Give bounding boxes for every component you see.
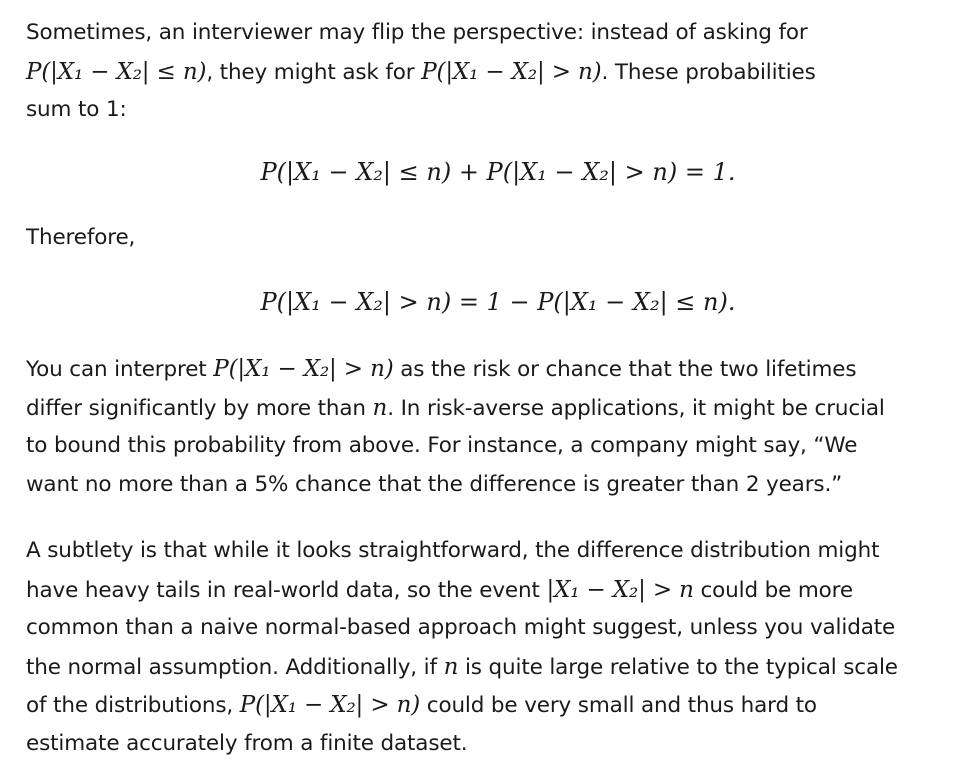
text-run: as the risk or chance that the two lifetimes (393, 357, 857, 382)
text-run: of the distributions, (26, 693, 240, 719)
subtlety-line-4 (26, 648, 898, 687)
math-inline: n (372, 394, 388, 421)
text-run: could be very small and thus hard to (420, 693, 817, 719)
paragraph-interpretation (26, 350, 885, 504)
interp-line-4: want no more than a 5% chance that the difference is greater than 2 years.” (26, 471, 843, 497)
text-run: differ significantly by more than (26, 395, 373, 421)
text-run: the normal assumption. Additionally, if (26, 654, 444, 680)
text-run: . In risk-averse applications, it might be crucial (387, 395, 885, 421)
text-run: have heavy tails in real-world data, so the event (26, 577, 547, 603)
math-inline: P(|X₁ − X₂| ≤ n) (26, 58, 207, 85)
math-inline: P(|X₁ − X₂| > n) (213, 356, 394, 382)
math-inline: P(|X₁ − X₂| > n) (239, 692, 421, 719)
text-run: You can interpret (26, 357, 214, 382)
math-inline: n (443, 653, 459, 680)
paragraph-subtlety (26, 532, 898, 764)
interp-line-3: to bound this probability from above. For instance, a company might say, “We (26, 433, 858, 459)
display-equation-complement: P(|X₁ − X₂| > n) = 1 − P(|X₁ − X₂| ≤ n). (260, 288, 736, 316)
math-inline: P(|X₁ − X₂| > n) (421, 58, 602, 85)
therefore-text: Therefore, (26, 225, 136, 250)
subtlety-line-3: common than a naive normal-based approach might suggest, unless you validate (26, 615, 896, 641)
display-equation-sum: P(|X₁ − X₂| ≤ n) + P(|X₁ − X₂| > n) = 1. (260, 158, 736, 186)
subtlety-line-1: A subtlety is that while it looks straightforward, the difference distribution might (26, 538, 880, 563)
subtlety-line-6: estimate accurately from a finite dataset. (26, 730, 468, 756)
intro-line-2 (26, 53, 816, 92)
math-inline: |X₁ − X₂| > n (546, 576, 694, 603)
paragraph-intro (26, 14, 816, 130)
intro-line-3: sum to 1: (26, 97, 127, 123)
interp-line-2 (26, 389, 885, 428)
intro-line-1: Sometimes, an interviewer may flip the perspective: instead of asking for (26, 20, 808, 45)
subtlety-line-2 (26, 571, 898, 610)
text-run: . These probabilities (601, 59, 816, 85)
interp-line-1 (26, 350, 885, 389)
text-run: , they might ask for (206, 59, 422, 85)
paragraph-therefore (26, 219, 135, 258)
text-run: is quite large relative to the typical scale (458, 654, 898, 680)
subtlety-line-5 (26, 686, 898, 725)
text-run: could be more (693, 577, 853, 603)
